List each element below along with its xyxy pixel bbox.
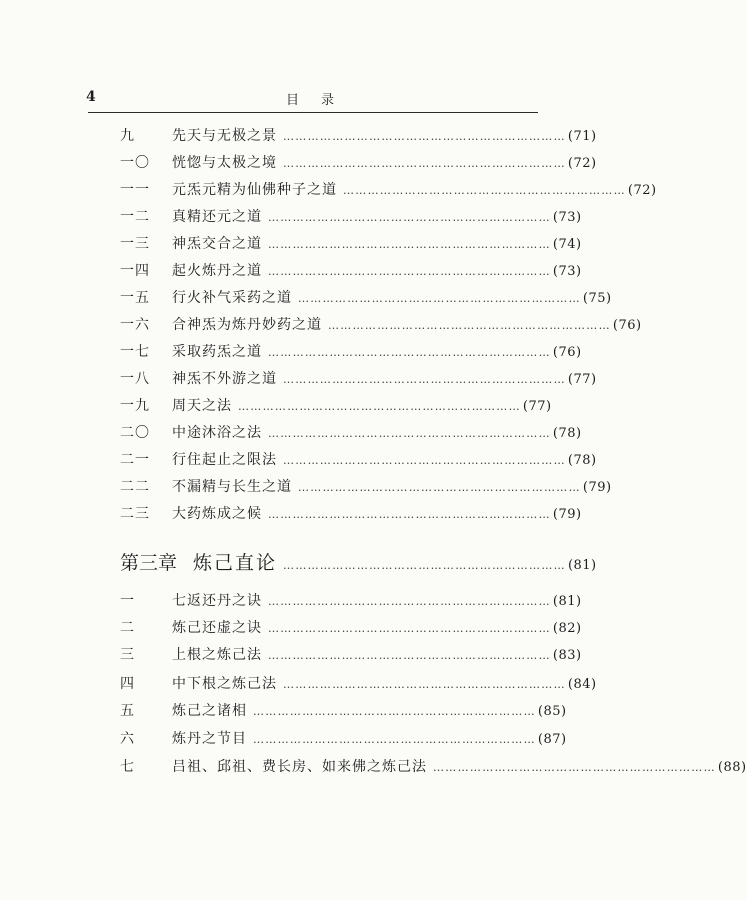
entry-page: (73) (552, 210, 582, 225)
entry-number: 四 (120, 676, 135, 692)
entry-title: 神炁不外游之道 (172, 371, 277, 387)
dot-leader: …………………………………………………………… (268, 346, 551, 359)
entry-title: 合神炁为炼丹妙药之道 (172, 317, 322, 333)
toc-entry-ch3-7 (120, 757, 747, 778)
dot-leader: …………………………………………………………… (343, 184, 626, 197)
entry-page: (78) (567, 453, 597, 468)
entry-number: 一九 (120, 398, 150, 414)
entry-page: (79) (582, 480, 612, 495)
entry-title: 炼己之诸相 (172, 703, 247, 719)
toc-entry-14 (120, 261, 582, 282)
dot-leader: …………………………………………………………… (268, 265, 551, 278)
entry-page: (84) (567, 677, 597, 692)
dot-leader: …………………………………………………………… (238, 400, 521, 413)
toc-entry-17 (120, 342, 582, 363)
dot-leader: …………………………………………………………… (328, 319, 611, 332)
dot-leader: …………………………………………………………… (268, 649, 551, 662)
toc-entry-22 (120, 477, 612, 498)
dot-leader: …………………………………………………………… (268, 622, 551, 635)
dot-leader: …………………………………………………………… (268, 595, 551, 608)
toc-entry-21 (120, 450, 597, 471)
entry-title: 行住起止之限法 (172, 452, 277, 468)
dot-leader: …………………………………………………………… (253, 705, 536, 718)
toc-entry-ch3-4 (120, 674, 597, 695)
toc-entry-15 (120, 288, 612, 309)
entry-number: 二〇 (120, 425, 150, 441)
toc-entry-20 (120, 423, 582, 444)
entry-title: 恍惚与太极之境 (172, 155, 277, 171)
chapter-heading (120, 550, 597, 579)
header-title: 目录 (286, 93, 357, 108)
toc-entry-18 (120, 369, 597, 390)
dot-leader: …………………………………………………………… (268, 211, 551, 224)
dot-leader: …………………………………………………………… (253, 733, 536, 746)
toc-entry-16 (120, 315, 642, 336)
entry-page: (82) (552, 621, 582, 636)
entry-page: (81) (552, 594, 582, 609)
entry-number: 一八 (120, 371, 150, 387)
entry-page: (76) (552, 345, 582, 360)
entry-title: 神炁交合之道 (172, 236, 262, 252)
entry-number: 一〇 (120, 155, 150, 171)
entry-page: (72) (567, 156, 597, 171)
entry-title: 七返还丹之诀 (172, 593, 262, 609)
entry-title: 采取药炁之道 (172, 344, 262, 360)
toc-entry-ch3-3 (120, 645, 582, 666)
toc-entry-ch3-6 (120, 729, 567, 750)
toc-entry-23 (120, 504, 582, 525)
chapter-page: (81) (567, 558, 597, 573)
dot-leader: …………………………………………………………… (268, 427, 551, 440)
entry-title: 炼己还虚之诀 (172, 620, 262, 636)
toc-entry-ch3-5 (120, 701, 567, 722)
page-number: 4 (86, 89, 96, 105)
entry-title: 吕祖、邱祖、费长房、如来佛之炼己法 (172, 759, 427, 775)
dot-leader: …………………………………………………………… (283, 559, 566, 572)
entry-number: 二一 (120, 452, 150, 468)
entry-page: (88) (717, 760, 747, 775)
entry-title: 真精还元之道 (172, 209, 262, 225)
entry-number: 六 (120, 731, 135, 747)
entry-page: (74) (552, 237, 582, 252)
dot-leader: …………………………………………………………… (283, 454, 566, 467)
entry-page: (77) (567, 372, 597, 387)
dot-leader: …………………………………………………………… (283, 130, 566, 143)
entry-page: (73) (552, 264, 582, 279)
dot-leader: …………………………………………………………… (298, 481, 581, 494)
toc-entry-11 (120, 180, 657, 201)
entry-number: 五 (120, 703, 135, 719)
dot-leader: …………………………………………………………… (283, 157, 566, 170)
entry-number: 二二 (120, 479, 150, 495)
entry-number: 二三 (120, 506, 150, 522)
entry-page: (79) (552, 507, 582, 522)
entry-title: 大药炼成之候 (172, 506, 262, 522)
entry-title: 行火补气采药之道 (172, 290, 292, 306)
dot-leader: …………………………………………………………… (298, 292, 581, 305)
entry-title: 起火炼丹之道 (172, 263, 262, 279)
entry-page: (87) (537, 732, 567, 747)
entry-number: 二 (120, 620, 135, 636)
dot-leader: …………………………………………………………… (283, 373, 566, 386)
toc-entry-9 (120, 126, 597, 147)
toc-entry-ch3-2 (120, 618, 582, 639)
dot-leader: …………………………………………………………… (283, 678, 566, 691)
toc-entry-ch3-1 (120, 591, 582, 612)
entry-title: 炼丹之节目 (172, 731, 247, 747)
toc-entry-19 (120, 396, 552, 417)
toc-entry-13 (120, 234, 582, 255)
entry-page: (75) (582, 291, 612, 306)
entry-number: 一三 (120, 236, 150, 252)
entry-page: (78) (552, 426, 582, 441)
entry-title: 周天之法 (172, 398, 232, 414)
chapter-title: 炼己直论 (193, 552, 278, 574)
dot-leader: …………………………………………………………… (433, 761, 716, 774)
entry-number: 一七 (120, 344, 150, 360)
entry-page: (76) (612, 318, 642, 333)
entry-number: 一二 (120, 209, 150, 225)
entry-page: (77) (522, 399, 552, 414)
entry-page: (83) (552, 648, 582, 663)
entry-number: 九 (120, 128, 135, 144)
entry-title: 元炁元精为仙佛种子之道 (172, 182, 337, 198)
entry-title: 不漏精与长生之道 (172, 479, 292, 495)
entry-title: 中下根之炼己法 (172, 676, 277, 692)
entry-number: 一四 (120, 263, 150, 279)
dot-leader: …………………………………………………………… (268, 508, 551, 521)
chapter-number: 第三章 (120, 552, 178, 574)
entry-number: 三 (120, 647, 135, 663)
entry-number: 一六 (120, 317, 150, 333)
entry-page: (85) (537, 704, 567, 719)
entry-number: 一五 (120, 290, 150, 306)
toc-entry-12 (120, 207, 582, 228)
toc-entry-10 (120, 153, 597, 174)
entry-page: (71) (567, 129, 597, 144)
dot-leader: …………………………………………………………… (268, 238, 551, 251)
entry-number: 一一 (120, 182, 150, 198)
entry-number: 七 (120, 759, 135, 775)
entry-title: 先天与无极之景 (172, 128, 277, 144)
entry-title: 中途沐浴之法 (172, 425, 262, 441)
entry-number: 一 (120, 593, 135, 609)
entry-title: 上根之炼己法 (172, 647, 262, 663)
entry-page: (72) (627, 183, 657, 198)
